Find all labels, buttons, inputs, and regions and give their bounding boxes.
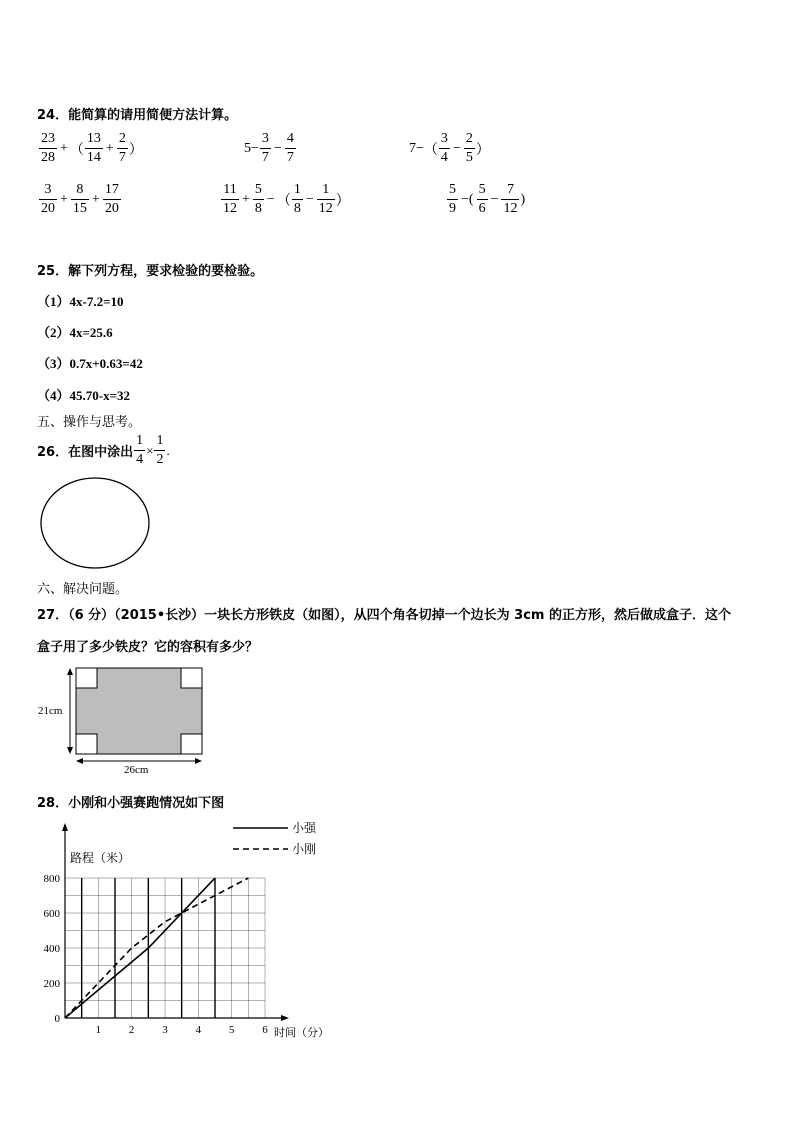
y-tick-label: 600 [43, 908, 60, 920]
section-6-heading: 六、解决问题。 [37, 582, 129, 597]
q25-item-2: （2）4x=25.6 [37, 325, 113, 340]
legend-label-xiaoqiang: 小强 [292, 821, 317, 835]
q27-line-2: 盒子用了多少铁皮？它的容积有多少？ [37, 640, 259, 655]
race-chart [30, 815, 350, 1045]
width-label: 26cm [124, 764, 149, 776]
x-tick-label: 2 [128, 1024, 135, 1036]
y-tick-label: 200 [43, 978, 60, 990]
q26-prompt: 26．在图中涂出 $\frac{1}{4}$ × $\frac{1}{2}$ . [37, 433, 170, 467]
q28-title: 28．小刚和小强赛跑情况如下图 [37, 796, 225, 811]
section-5-heading: 五、操作与思考。 [37, 415, 142, 430]
x-tick-label: 6 [262, 1024, 268, 1036]
x-axis-arrow [281, 1015, 289, 1021]
x-axis-label: 时间（分） [274, 1026, 329, 1039]
height-label: 21cm [38, 705, 63, 717]
x-tick-label: 5 [228, 1024, 235, 1036]
y-tick-label: 800 [43, 873, 60, 885]
circle-figure [38, 474, 154, 572]
sheet-diagram [38, 665, 218, 775]
q25-title: 25．解下列方程，要求检验的要检验。 [37, 264, 264, 279]
q24-title: 24．能简算的请用简便方法计算。 [37, 108, 238, 123]
legend-swatches [230, 819, 290, 859]
q24-expr-3: 7− （ $\frac{3}{4}$ − $\frac{2}{5}$ ） [409, 131, 490, 165]
corner-square-tl [76, 668, 97, 688]
q24-expr-2: 5− $\frac{3}{7}$ − $\frac{4}{7}$ [244, 131, 294, 165]
q24-expr-6: $\frac{5}{9}$ −( $\frac{5}{6}$ − $\frac{7}{12}$ ) [449, 182, 526, 216]
y-tick-label: 400 [43, 943, 60, 955]
q25-item-1: （1）4x-7.2=10 [37, 294, 124, 309]
q25-item-4: （4）45.70-x=32 [37, 388, 130, 403]
y-tick-label: 0 [54, 1013, 60, 1025]
y-axis-label: 路程（米） [70, 851, 131, 865]
x-tick-label: 4 [195, 1024, 202, 1036]
legend-label-xiaogang: 小刚 [292, 842, 317, 856]
q24-expr-1: $\frac{23}{28}$ + （ $\frac{13}{14}$ + $\frac{2}{7}$ ） [41, 131, 143, 165]
y-axis-arrow [62, 823, 68, 831]
q24-expr-4: $\frac{3}{20}$ + $\frac{8}{15}$ + $\frac{17}{20}$ [41, 182, 119, 216]
x-tick-label: 1 [95, 1024, 102, 1036]
q24-expr-5: $\frac{11}{12}$ + $\frac{5}{8}$ − （ $\frac{1}{8}$ − $\frac{1}{12}$ ） [223, 182, 350, 216]
corner-square-bl [76, 734, 97, 754]
q27-line-1: 27．（6 分）（2015•长沙）一块长方形铁皮（如图），从四个角各切掉一个边长为 3cm 的正方形，然后做成盒子．这个 [37, 608, 732, 623]
q25-item-3: （3）0.7x+0.63=42 [37, 356, 143, 371]
corner-square-br [181, 734, 202, 754]
corner-square-tr [181, 668, 202, 688]
x-tick-label: 3 [162, 1024, 168, 1036]
